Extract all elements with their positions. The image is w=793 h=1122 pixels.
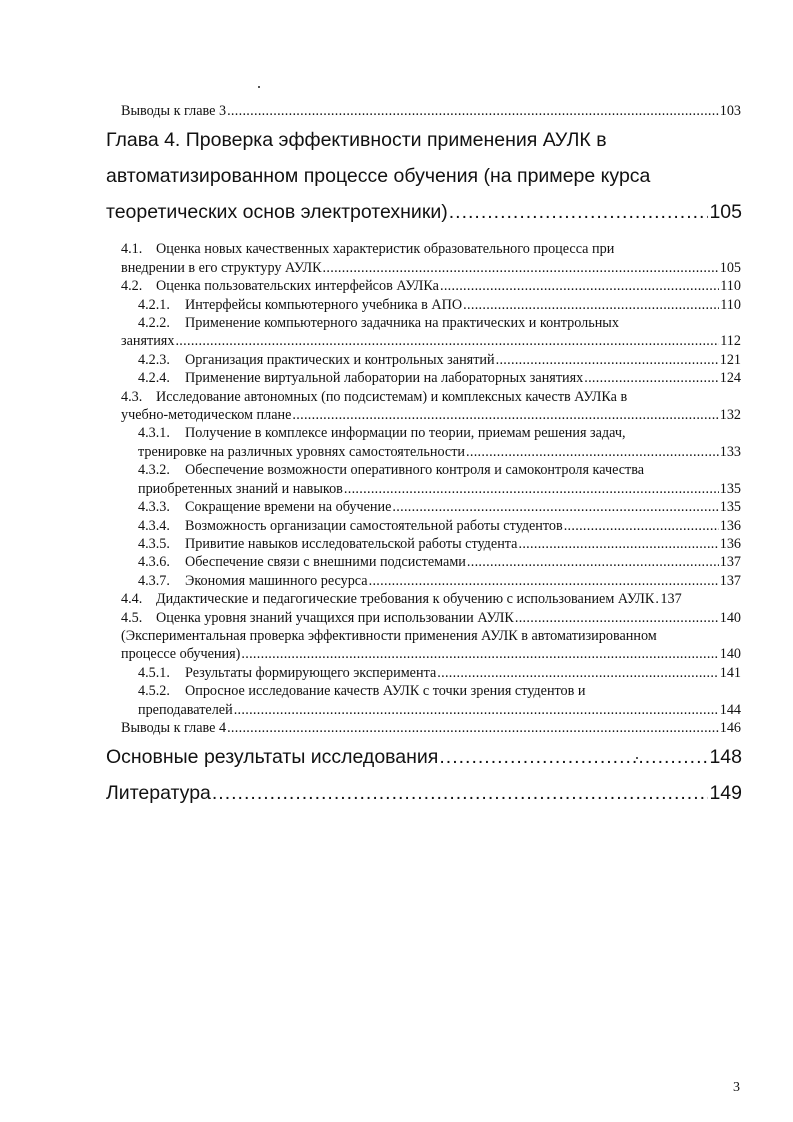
toc-page-number: 146 xyxy=(719,719,741,736)
toc-page-number: 149 xyxy=(709,782,742,805)
toc-entry-4-2[interactable]: 4.2. Оценка пользовательских интерфейсов АУЛКа ..... 110 xyxy=(121,277,741,295)
chapter-title-line: теоретических основ электротехники) xyxy=(106,201,448,224)
toc-page-number: 136 xyxy=(719,517,741,534)
toc-main-results[interactable]: Основные результаты исследования ..... 148 xyxy=(106,739,742,775)
toc-entry-4-3-3[interactable]: 4.3.3. Сокращение времени на обучение ..... 135 xyxy=(121,498,741,516)
toc-page-number: 137 xyxy=(719,554,741,571)
toc-page-number: 132 xyxy=(719,407,741,424)
toc-page-number: 103 xyxy=(719,103,741,119)
toc-entry-4-3-4[interactable]: 4.3.4. Возможность организации самостоятельной работы студентов ..... 136 xyxy=(121,517,741,535)
toc-chapter-4[interactable] xyxy=(106,122,742,230)
toc-entry-4-3-6[interactable]: 4.3.6. Обеспечение связи с внешними подсистемами ..... 137 xyxy=(121,553,741,571)
toc-literature[interactable]: Литература ..... 149 xyxy=(106,775,742,811)
toc-entry-4-2-3[interactable]: 4.2.3. Организация практических и контрольных занятий ..... 121 xyxy=(121,351,741,369)
toc-entry-4-2-1[interactable]: 4.2.1. Интерфейсы компьютерного учебника в АПО ..... 110 xyxy=(121,296,741,314)
toc-page-number: 141 xyxy=(719,664,741,681)
toc-entry-4-5-1[interactable]: 4.5.1. Результаты формирующего эксперимента ..... 141 xyxy=(121,664,741,682)
toc-entry-4-5-2[interactable]: 4.5.2. Опросное исследование качеств АУЛК с точки зрения студентов и преподавателей ..... 144 xyxy=(121,682,741,719)
toc-page-number: 105 xyxy=(709,201,742,224)
toc-page-number: 133 xyxy=(719,443,741,460)
toc-entry-4-4[interactable]: 4.4. Дидактические и педагогические требования к обучению с использованием АУЛК ..... 137 xyxy=(121,590,741,608)
toc-page-number: 137 xyxy=(719,572,741,589)
toc-page-number: 144 xyxy=(719,701,741,718)
toc-entry-4-3-2[interactable]: 4.3.2. Обеспечение возможности оперативного контроля и самоконтроля качества приобретенных знаний и навыков ..... 135 xyxy=(121,461,741,498)
toc-page-number: 135 xyxy=(719,480,741,497)
toc-page-number: 105 xyxy=(719,259,741,276)
toc-page-number: 135 xyxy=(719,499,741,516)
toc-page-number: 148 xyxy=(709,746,742,769)
toc-page-number: 110 xyxy=(720,278,741,295)
toc-entry-4-3-7[interactable]: 4.3.7. Экономия машинного ресурса ..... 137 xyxy=(121,572,741,590)
toc-entry-4-2-4[interactable]: 4.2.4. Применение виртуальной лаборатории на лабораторных занятиях ..... 124 xyxy=(121,369,741,387)
toc-entry-4-3-1[interactable]: 4.3.1. Получение в комплексе информации по теории, приемам решения задач, тренировке на различных уровнях самостоятельности ..... 133 xyxy=(121,424,741,461)
toc-page-number: 112 xyxy=(720,333,741,350)
toc-entry-4-2-2[interactable]: 4.2.2. Применение компьютерного задачника на практических и контрольных занятиях ..... 112 xyxy=(121,314,741,351)
toc-entry-conclusions-ch4[interactable]: Выводы к главе 4 ..... 146 xyxy=(121,719,741,737)
toc-entry-4-5-note[interactable]: (Экспериментальная проверка эффективности применения АУЛК в автоматизированном процессе обучения) ..... 140 xyxy=(121,627,741,664)
toc-page-number: 136 xyxy=(719,535,741,552)
toc-entry-4-5[interactable]: 4.5. Оценка уровня знаний учащихся при использовании АУЛК ..... 140 xyxy=(121,609,741,627)
toc-page-number: 110 xyxy=(720,296,741,313)
toc-page-number: 137 xyxy=(660,591,682,608)
chapter-title-line: Глава 4. Проверка эффективности применения АУЛК в xyxy=(106,129,607,152)
toc-page-number: 124 xyxy=(719,370,741,387)
toc-page-number: 140 xyxy=(719,609,741,626)
toc-page-number: 140 xyxy=(719,646,741,663)
chapter-title-line: автоматизированном процессе обучения (на примере курса xyxy=(106,165,651,188)
page-number: 3 xyxy=(733,1080,740,1095)
table-of-contents xyxy=(106,102,742,811)
toc-entry-conclusions-ch3[interactable]: Выводы к главе 3 ..... 103 xyxy=(121,102,741,120)
scan-speck xyxy=(258,86,260,88)
toc-entry-4-3[interactable]: 4.3. Исследование автономных (по подсистемам) и комплексных качеств АУЛКа в учебно-методическом плане ..... 132 xyxy=(121,388,741,425)
toc-entry-4-1[interactable]: 4.1. Оценка новых качественных характеристик образовательного процесса при внедрении в его структуру АУЛК ..... 105 xyxy=(121,240,741,277)
toc-entry-4-3-5[interactable]: 4.3.5. Привитие навыков исследовательской работы студента ..... 136 xyxy=(121,535,741,553)
toc-page-number: 121 xyxy=(719,351,741,368)
